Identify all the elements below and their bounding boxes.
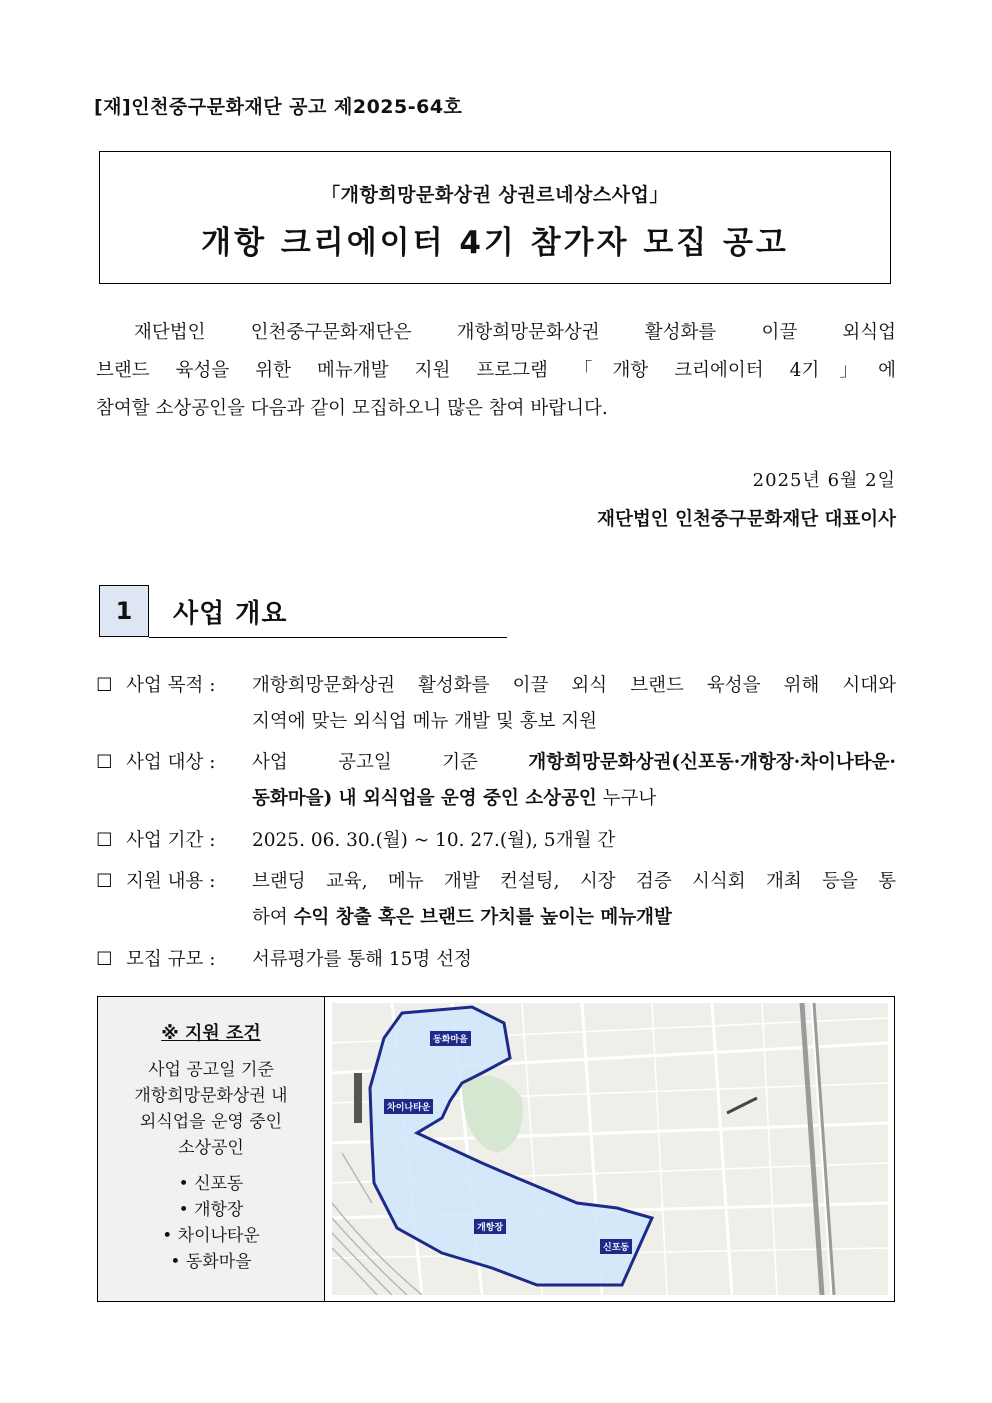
checkbox-icon: ☐: [96, 949, 113, 970]
conditions-description: [98, 1057, 324, 1161]
intro-line: 참여할 소상공인을 다음과 같이 모집하오니 많은 참여 바랍니다.: [96, 398, 608, 419]
conditions-panel: [98, 997, 325, 1301]
map-label-donghwa: 동화마을: [430, 1031, 471, 1046]
intro-line: 브랜드 육성을 위한 메뉴개발 지원 프로그램 「개항 크리에이터 4기」에: [96, 360, 896, 381]
section-underline: [149, 637, 507, 638]
intro-line: 재단법인 인천중구문화재단은 개항희망문화상권 활성화를 이끌 외식업: [134, 322, 896, 343]
conditions-line: 소상공인: [178, 1138, 244, 1158]
item-value: [252, 900, 896, 936]
map-label-chinatown: 차이나타운: [384, 1099, 433, 1114]
organization-signature: 재단법인 인천중구문화재단 대표이사: [597, 509, 896, 530]
checkbox-icon: ☐: [96, 675, 113, 696]
item-value: [252, 781, 896, 817]
checkbox-icon: ☐: [96, 752, 113, 773]
notice-number: [재]인천중구문화재단 공고 제2025-64호: [94, 96, 463, 118]
item-value: [252, 745, 896, 781]
item-bold-text: 수익 창출 혹은 브랜드 가치를 높이는 메뉴개발: [293, 907, 672, 928]
conditions-box: [97, 996, 895, 1302]
section-title: 사업 개요: [173, 599, 288, 629]
section-header: [99, 585, 507, 639]
item-text: 하여: [252, 907, 294, 928]
item-value: 서류평가를 통해 15명 선정: [252, 949, 472, 970]
section-number: 1: [99, 585, 149, 637]
item-key: 지원 내용 :: [126, 871, 216, 892]
item-key: 모집 규모 :: [126, 949, 216, 970]
page-title: 개항 크리에이터 4기 참가자 모집 공고: [201, 225, 789, 261]
area-map: [332, 1003, 888, 1295]
area-list: [98, 1171, 324, 1275]
area-list-item: • 신포동: [98, 1171, 324, 1197]
item-bold-text: 동화마을) 내 외식업을 운영 중인 소상공인: [252, 788, 597, 809]
conditions-line: 외식업을 운영 중인: [139, 1112, 283, 1132]
title-box: [99, 151, 891, 284]
checkbox-icon: ☐: [96, 830, 113, 851]
item-key: 사업 대상 :: [126, 752, 216, 773]
item-bold-text: 개항희망문화상권(신포동·개항장·차이나타운·: [528, 752, 896, 773]
area-list-item: • 개항장: [98, 1197, 324, 1223]
conditions-title: ※ 지원 조건: [161, 1023, 261, 1044]
notice-date: 2025년 6월 2일: [752, 470, 896, 491]
item-key: 사업 기간 :: [126, 830, 216, 851]
item-value: 브랜딩 교육, 메뉴 개발 컨설팅, 시장 검증 시식회 개최 등을 통: [252, 871, 896, 892]
conditions-line: 개항희망문화상권 내: [134, 1086, 288, 1106]
map-label-gaehangjang: 개항장: [474, 1219, 506, 1234]
conditions-line: 사업 공고일 기준: [148, 1060, 274, 1080]
item-value: 개항희망문화상권 활성화를 이끌 외식 브랜드 육성을 위해 시대와: [252, 675, 896, 696]
item-text: 사업 공고일 기준: [252, 752, 529, 773]
item-value: 2025. 06. 30.(월) ~ 10. 27.(월), 5개월 간: [252, 830, 616, 851]
map-label-sinpo: 신포동: [600, 1239, 632, 1254]
area-list-item: • 동화마을: [98, 1249, 324, 1275]
title-subtitle: 「개항희망문화상권 상권르네상스사업」: [321, 184, 669, 206]
item-value: 지역에 맞는 외식업 메뉴 개발 및 홍보 지원: [252, 711, 597, 732]
area-list-item: • 차이나타운: [98, 1223, 324, 1249]
checkbox-icon: ☐: [96, 871, 113, 892]
item-key: 사업 목적 :: [126, 675, 216, 696]
item-text: 누구나: [596, 788, 657, 809]
intro-paragraph: [96, 314, 896, 428]
